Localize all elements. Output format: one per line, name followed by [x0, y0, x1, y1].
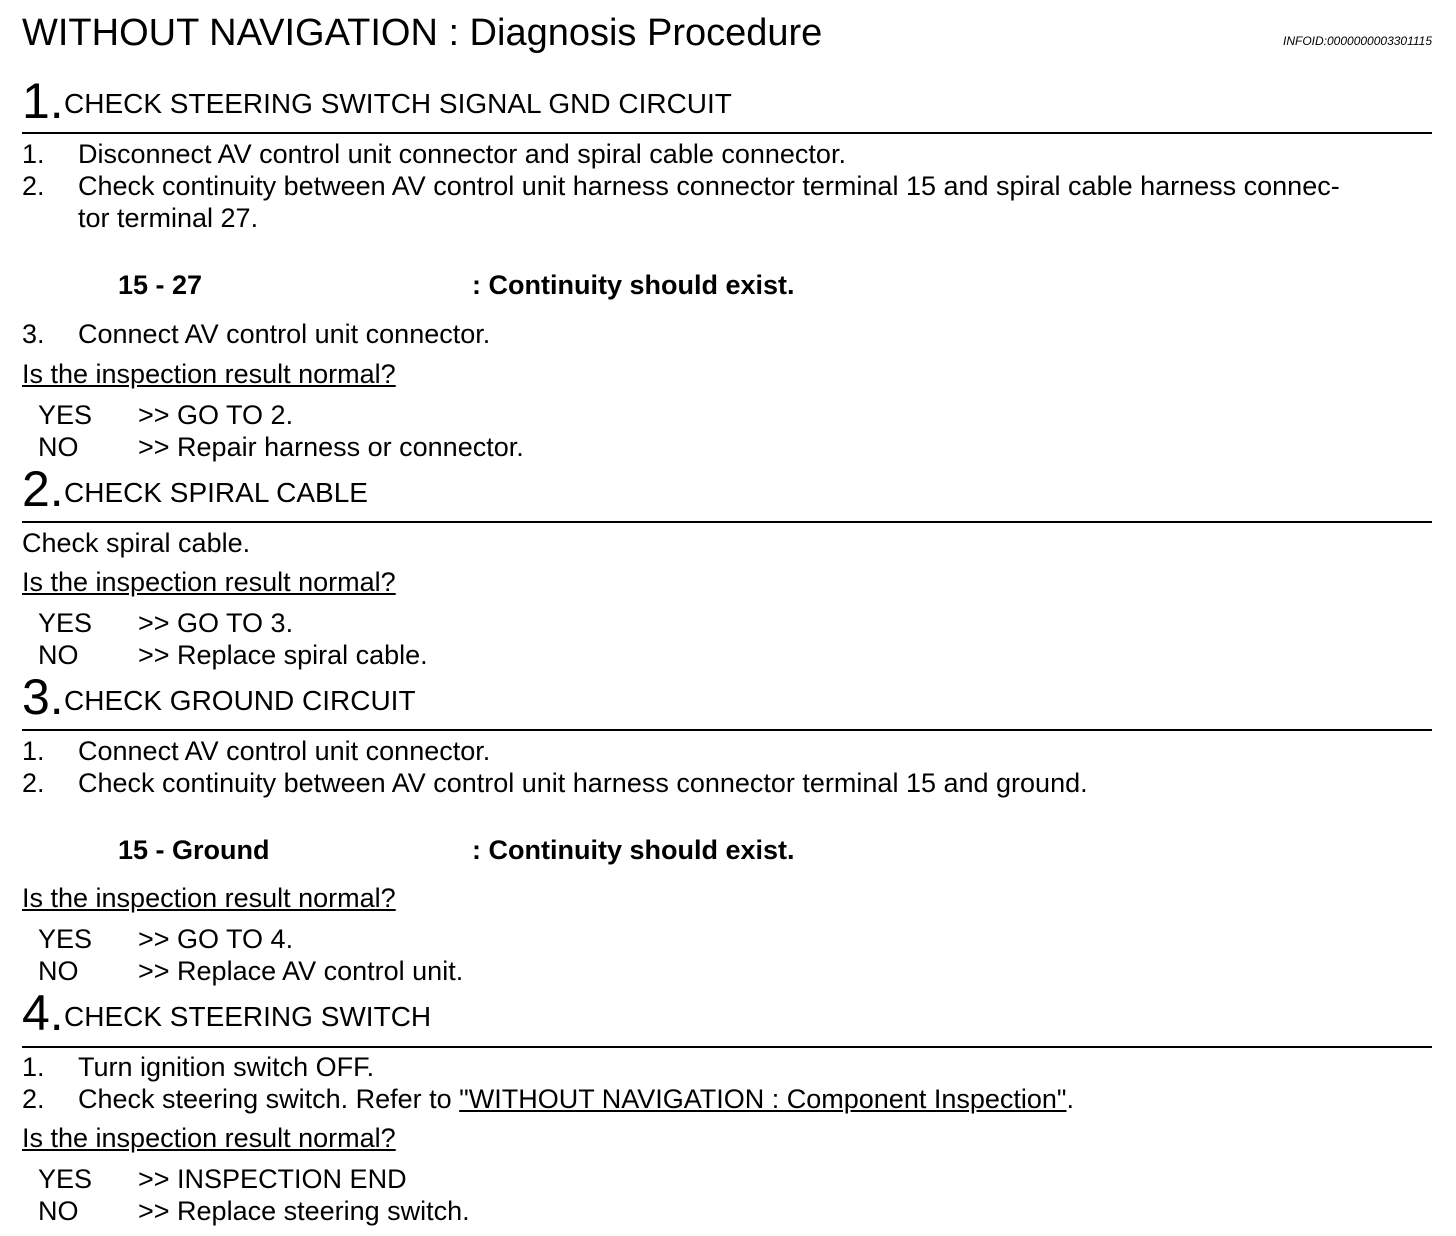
spec-value: : Continuity should exist.: [472, 270, 795, 300]
step-text: Check spiral cable.: [22, 528, 251, 558]
step-title: CHECK SPIRAL CABLE: [64, 477, 368, 508]
component-inspection-link[interactable]: "WITHOUT NAVIGATION : Component Inspection": [459, 1084, 1067, 1114]
no-action: >> Replace steering switch.: [138, 1196, 470, 1226]
yes-action: >> GO TO 4.: [138, 924, 294, 954]
step-number: 3.: [22, 669, 64, 725]
step-title: CHECK GROUND CIRCUIT: [64, 685, 416, 716]
list-item-text: Turn ignition switch OFF.: [78, 1052, 375, 1082]
list-item-text: tor terminal 27.: [78, 203, 259, 233]
step-number: 4.: [22, 985, 64, 1041]
yes-label: YES: [38, 1164, 93, 1194]
spec-label: 15 - Ground: [118, 835, 270, 865]
spec-value: : Continuity should exist.: [472, 835, 795, 865]
inspection-question: Is the inspection result normal?: [22, 567, 396, 597]
yes-action: >> INSPECTION END: [138, 1164, 407, 1194]
list-item-text: Check continuity between AV control unit harness connector terminal 15 and ground.: [78, 768, 1088, 798]
page-title: WITHOUT NAVIGATION : Diagnosis Procedure: [22, 12, 823, 54]
no-action: >> Repair harness or connector.: [138, 432, 524, 462]
section-divider: [22, 729, 1432, 731]
list-item-number: 2.: [22, 171, 45, 201]
yes-action: >> GO TO 3.: [138, 608, 294, 638]
list-item-number: 1.: [22, 1052, 45, 1082]
list-item-text-suffix: .: [1066, 1084, 1075, 1114]
spec-label: 15 - 27: [118, 270, 203, 300]
section-divider: [22, 521, 1432, 523]
list-item-text-prefix: Check steering switch. Refer to: [78, 1084, 460, 1114]
step-number: 2.: [22, 461, 64, 517]
list-item-number: 1.: [22, 736, 45, 766]
step-title: CHECK STEERING SWITCH SIGNAL GND CIRCUIT: [64, 88, 732, 119]
no-label: NO: [38, 640, 79, 670]
info-id: INFOID:0000000003301115: [1283, 34, 1432, 48]
list-item-number: 1.: [22, 139, 45, 169]
yes-action: >> GO TO 2.: [138, 400, 294, 430]
inspection-question: Is the inspection result normal?: [22, 1123, 396, 1153]
no-action: >> Replace spiral cable.: [138, 640, 428, 670]
no-label: NO: [38, 956, 79, 986]
list-item-text: Connect AV control unit connector.: [78, 736, 491, 766]
step-number: 1.: [22, 73, 64, 129]
yes-label: YES: [38, 608, 93, 638]
no-label: NO: [38, 432, 79, 462]
inspection-question: Is the inspection result normal?: [22, 883, 396, 913]
no-label: NO: [38, 1196, 79, 1226]
list-item-text: Connect AV control unit connector.: [78, 319, 491, 349]
yes-label: YES: [38, 400, 93, 430]
yes-label: YES: [38, 924, 93, 954]
step-title: CHECK STEERING SWITCH: [64, 1001, 432, 1032]
list-item-number: 3.: [22, 319, 45, 349]
list-item-text: Check continuity between AV control unit harness connector terminal 15 and spiral cable harness connec-: [78, 171, 1340, 201]
section-divider: [22, 132, 1432, 134]
list-item-text: Disconnect AV control unit connector and spiral cable connector.: [78, 139, 846, 169]
list-item-text: [78, 1086, 1074, 1113]
no-action: >> Replace AV control unit.: [138, 956, 464, 986]
list-item-number: 2.: [22, 1084, 45, 1114]
list-item-number: 2.: [22, 768, 45, 798]
section-divider: [22, 1046, 1432, 1048]
inspection-question: Is the inspection result normal?: [22, 359, 396, 389]
